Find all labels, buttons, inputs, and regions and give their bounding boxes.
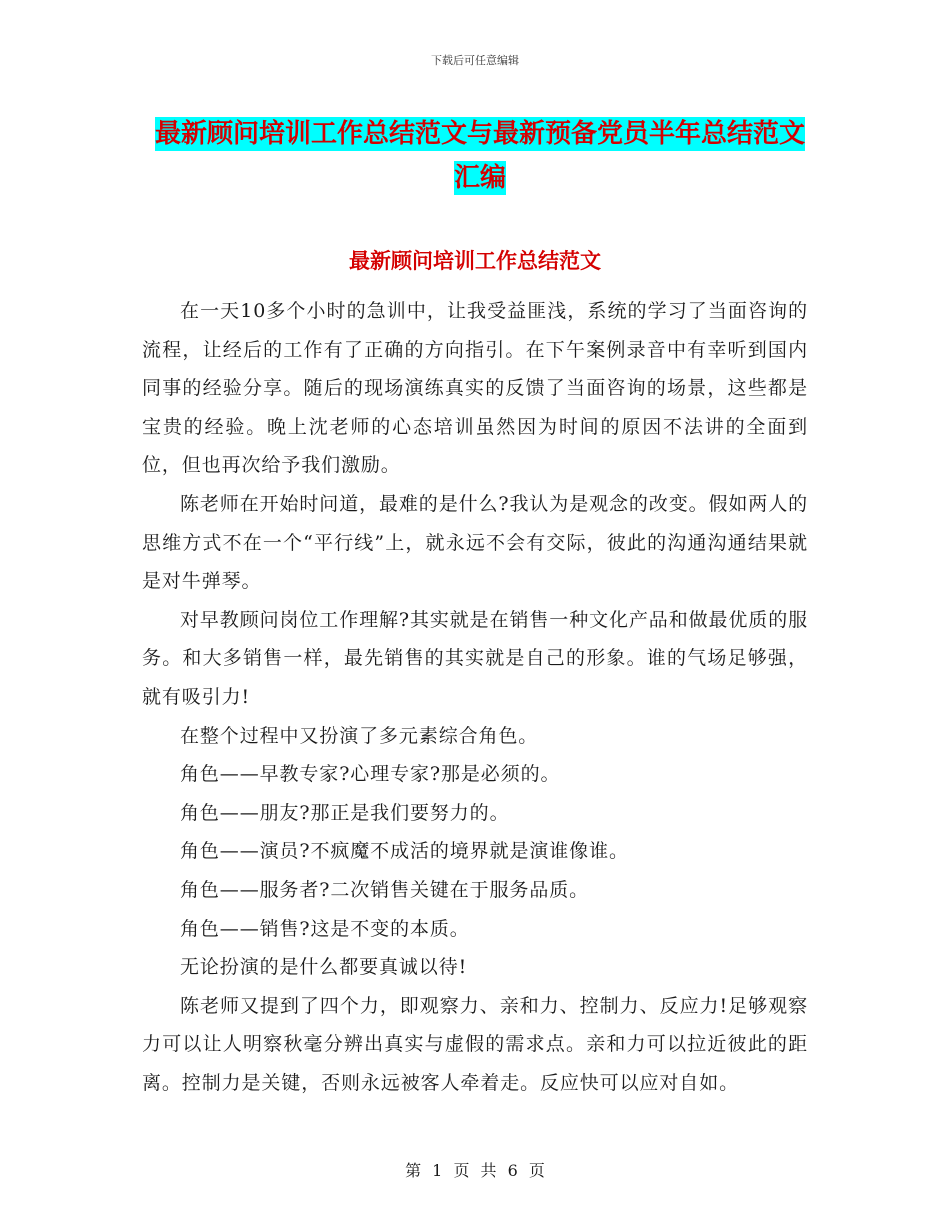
paragraph: 在一天10多个小时的急训中，让我受益匪浅，系统的学习了当面咨询的流程，让经后的工作有了正确的方向指引。在下午案例录音中有幸听到国内同事的经验分享。随后的现场演练真实的反馈了当面咨询的场景，这些都是宝贵的经验。晚上沈老师的心态培训虽然因为时间的原因不法讲的全面到位，但也再次给予我们激励。 (142, 300, 808, 477)
paragraph: 对早教顾问岗位工作理解?其实就是在销售一种文化产品和做最优质的服务。和大多销售一样，最先销售的其实就是自己的形象。谁的气场足够强，就有吸引力! (142, 608, 808, 708)
paragraph: 角色——销售?这是不变的本质。 (180, 917, 470, 940)
document-title (150, 112, 810, 200)
document-title-text: 最新顾问培训工作总结范文与最新预备党员半年总结范文汇编 (154, 119, 805, 193)
paragraph: 角色——朋友?那正是我们要努力的。 (180, 801, 510, 824)
page-header-note: 下载后可任意编辑 (431, 54, 519, 67)
paragraph: 角色——服务者?二次销售关键在于服务品质。 (180, 878, 590, 901)
page-number-footer: 第 1 页 共 6 页 (405, 1161, 545, 1180)
paragraph: 角色——演员?不疯魔不成活的境界就是演谁像谁。 (180, 840, 629, 863)
paragraph: 陈老师在开始时问道，最难的是什么?我认为是观念的改变。假如两人的思维方式不在一个“平行线”上，就永远不会有交际，彼此的沟通沟通结果就是对牛弹琴。 (142, 492, 808, 593)
paragraph: 在整个过程中又扮演了多元素综合角色。 (180, 724, 539, 747)
section-heading: 最新顾问培训工作总结范文 (349, 248, 601, 273)
paragraph: 无论扮演的是什么都要真诚以待! (180, 956, 468, 979)
paragraph: 角色——早教专家?心理专家?那是必须的。 (180, 763, 561, 786)
paragraph: 陈老师又提到了四个力，即观察力、亲和力、控制力、反应力!足够观察力可以让人明察秋毫分辨出真实与虚假的需求点。亲和力可以拉近彼此的距离。控制力是关键，否则永远被客人牵着走。反应快可以应对自如。 (142, 994, 808, 1094)
document-body (142, 292, 808, 1102)
